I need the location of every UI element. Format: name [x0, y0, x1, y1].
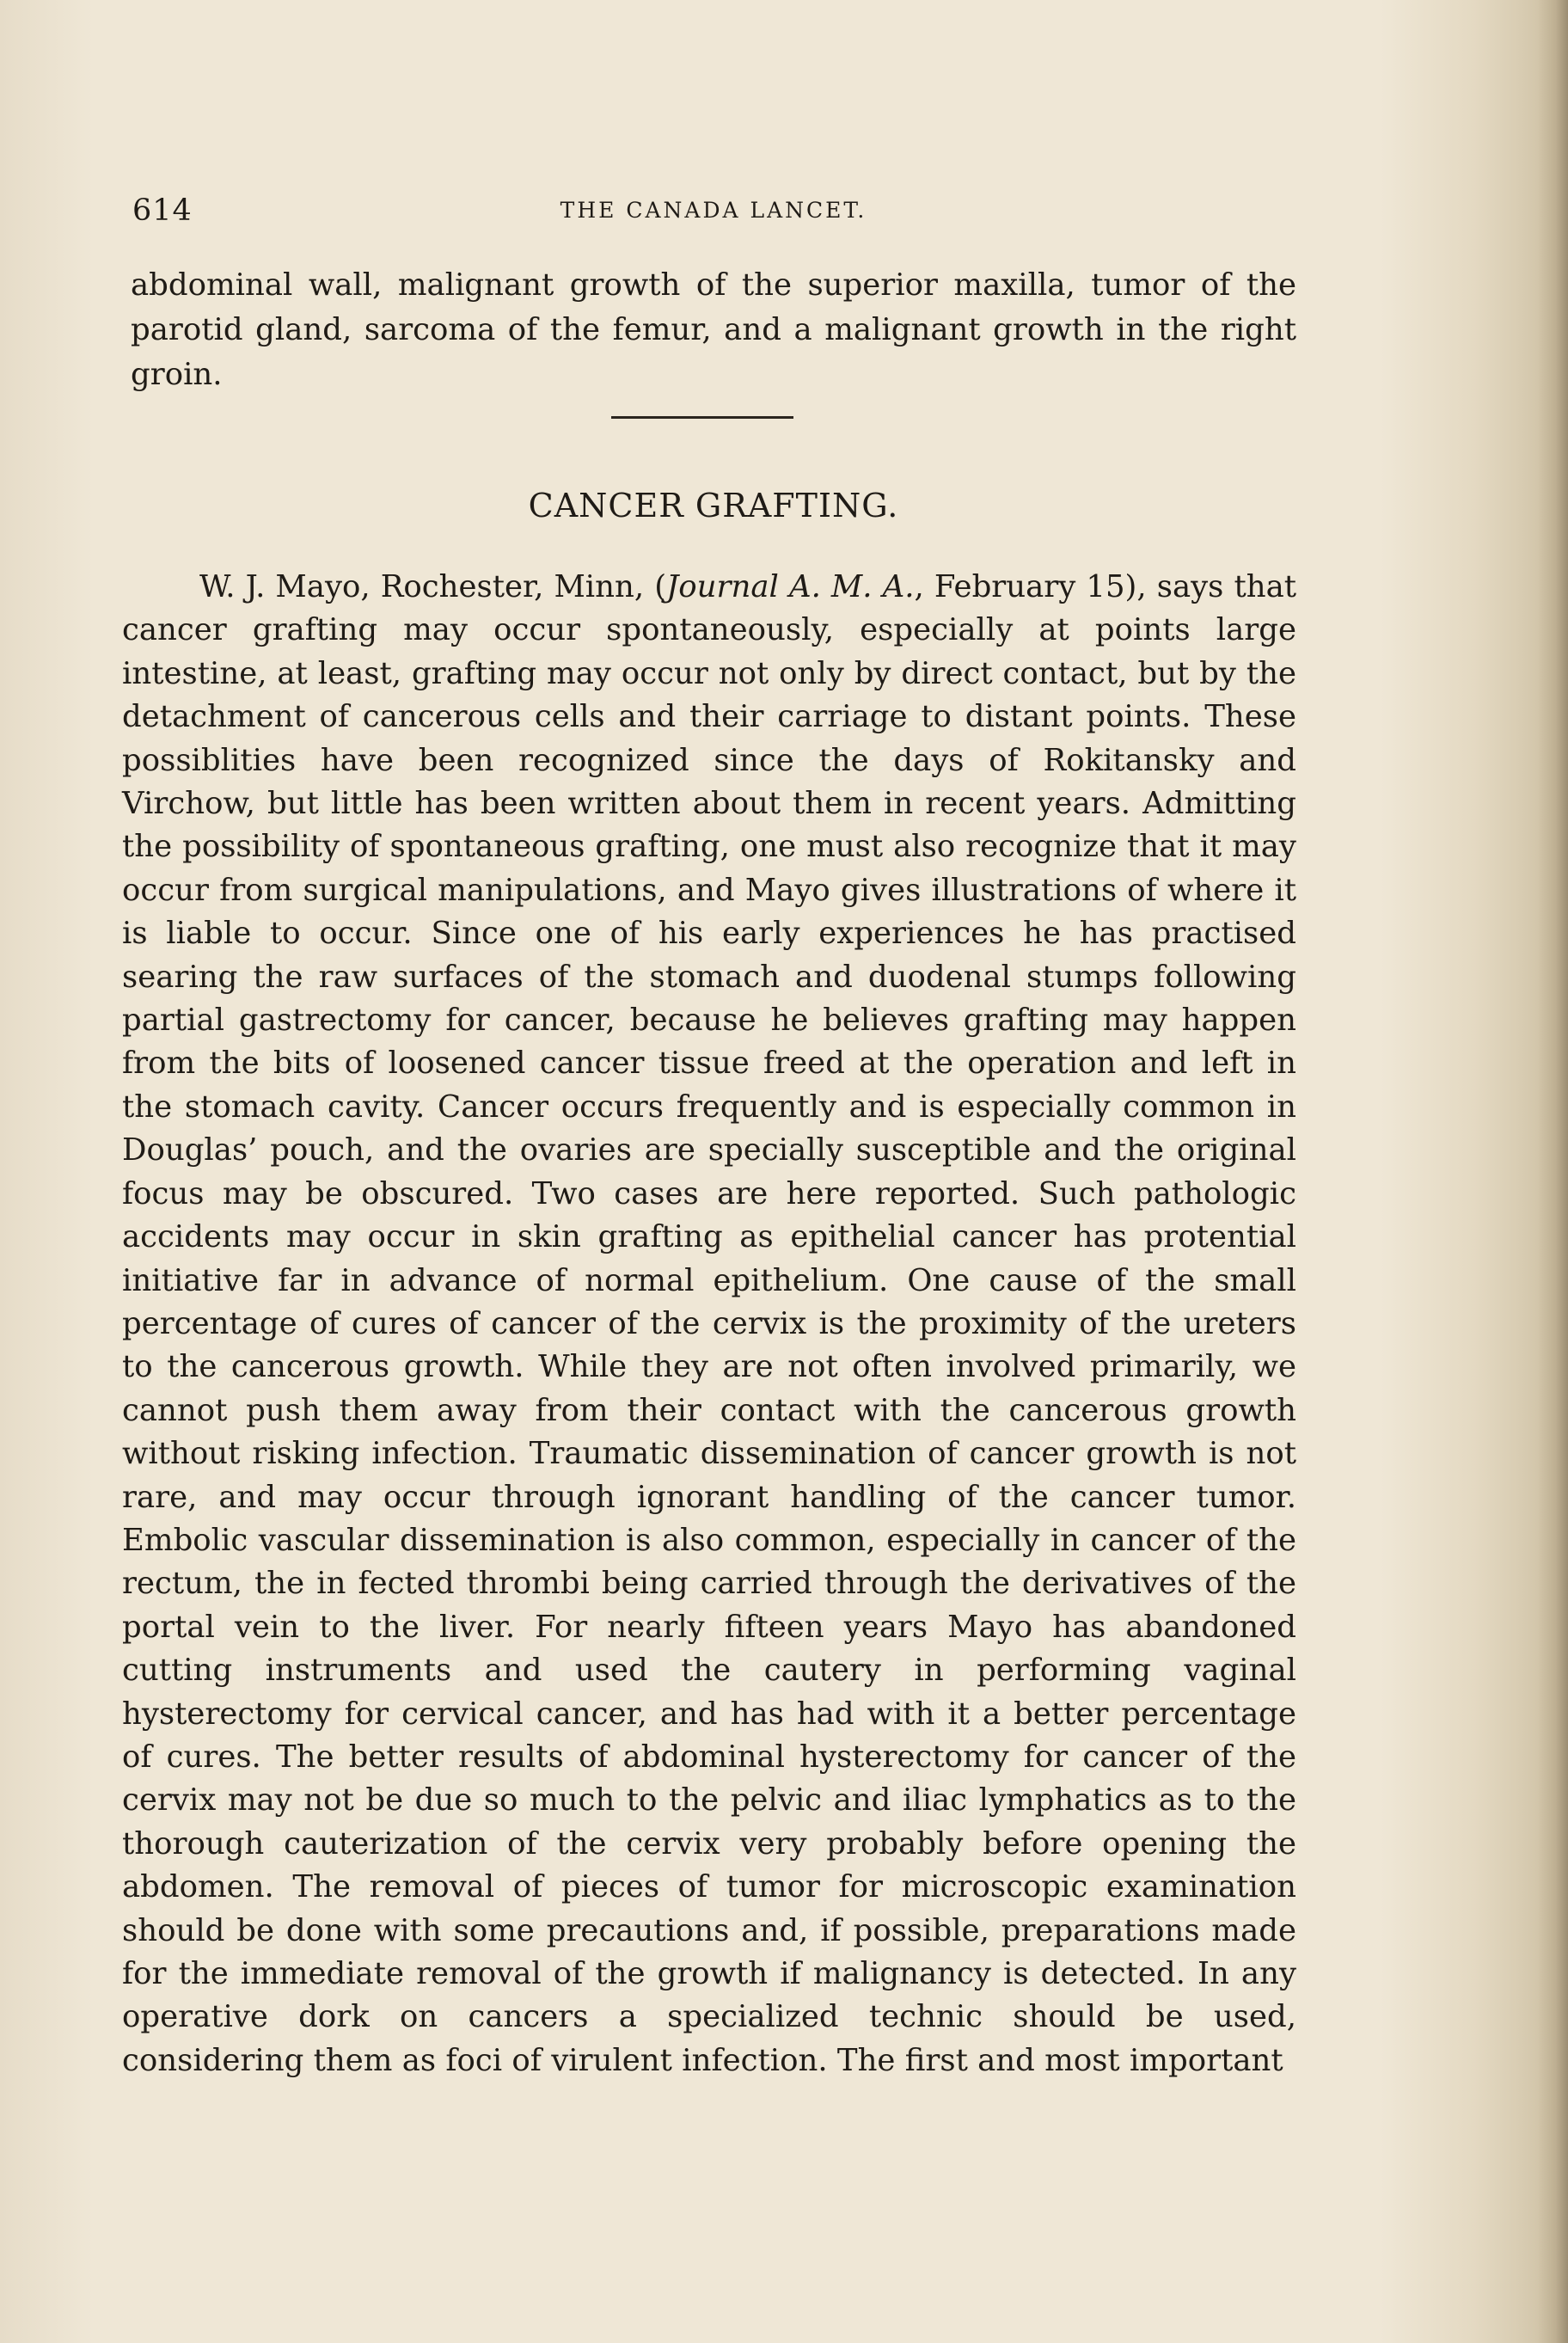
- page-header: [132, 191, 1295, 230]
- continued-paragraph: abdominal wall, malignant growth of the superior maxilla, tumor of the parotid gland, sarcoma of the femur, and a malignant growth in the right groin.: [131, 267, 1296, 392]
- section-title: CANCER GRAFTING.: [528, 487, 899, 524]
- article-body: [122, 566, 1296, 2082]
- page-edge-shadow: [1537, 0, 1568, 2343]
- citation-date: , February 15),: [914, 569, 1147, 604]
- citation-journal: Journal A. M. A.: [666, 569, 915, 604]
- page-number: 614: [132, 193, 193, 228]
- article-text: says that cancer grafting may occur spontaneously, especially at points large intestine, at least, grafting may occur not only by direct contact, but by the detachment of cancerous cells and their carriage to distant points. These possiblities have been recognized since the days of Rokitansky and Virchow, but little has been written about them in recent years. Admitting the possibility of spontaneous grafting, one must also recognize that it may occur from surgical manipulations, and Mayo gives illustrations of where it is liable to occur. Since one of his early experiences he has practised searing the raw surfaces of the stomach and duodenal stumps following partial gastrectomy for cancer, because he believes grafting may happen from the bits of loosened cancer tissue freed at the operation and left in the stomach cavity. Cancer occurs frequently and is especially common in Douglas’ pouch, and the ovaries are specially susceptible and the original focus may be obscured. Two cases are here reported. Such pathologic accidents may occur in skin grafting as epithelial cancer has protential initiative far in advance of normal epithelium. One cause of the small percentage of cures of cancer of the cervix is the proximity of the ureters to the cancerous growth. While they are not often involved primarily, we cannot push them away from their contact with the cancerous growth without risking infection. Traumatic dissemination of cancer growth is not rare, and may occur through ignorant handling of the cancer tumor. Embolic vascular dissemination is also common, especially in cancer of the rectum, the in fected thrombi being carried through the derivatives of the portal vein to the liver. For nearly fifteen years Mayo has abandoned cutting instruments and used the cautery in performing vaginal hysterectomy for cervical cancer, and has had with it a better percentage of cures. The better results of abdominal hysterectomy for cancer of the cervix may not be due so much to the pelvic and iliac lymphatics as to the thorough cauterization of the cervix very probably before opening the abdomen. The removal of pieces of tumor for microscopic examination should be done with some precautions and, if possible, preparations made for the immediate removal of the growth if malignancy is detected. In any operative dork on cancers a specialized technic should be used, considering them as foci of virulent infection. The first and most important: [122, 569, 1296, 2078]
- citation-author: W. J. Mayo, Rochester, Minn, (: [199, 569, 667, 604]
- section-divider: [611, 416, 793, 419]
- running-title: THE CANADA LANCET.: [560, 198, 867, 223]
